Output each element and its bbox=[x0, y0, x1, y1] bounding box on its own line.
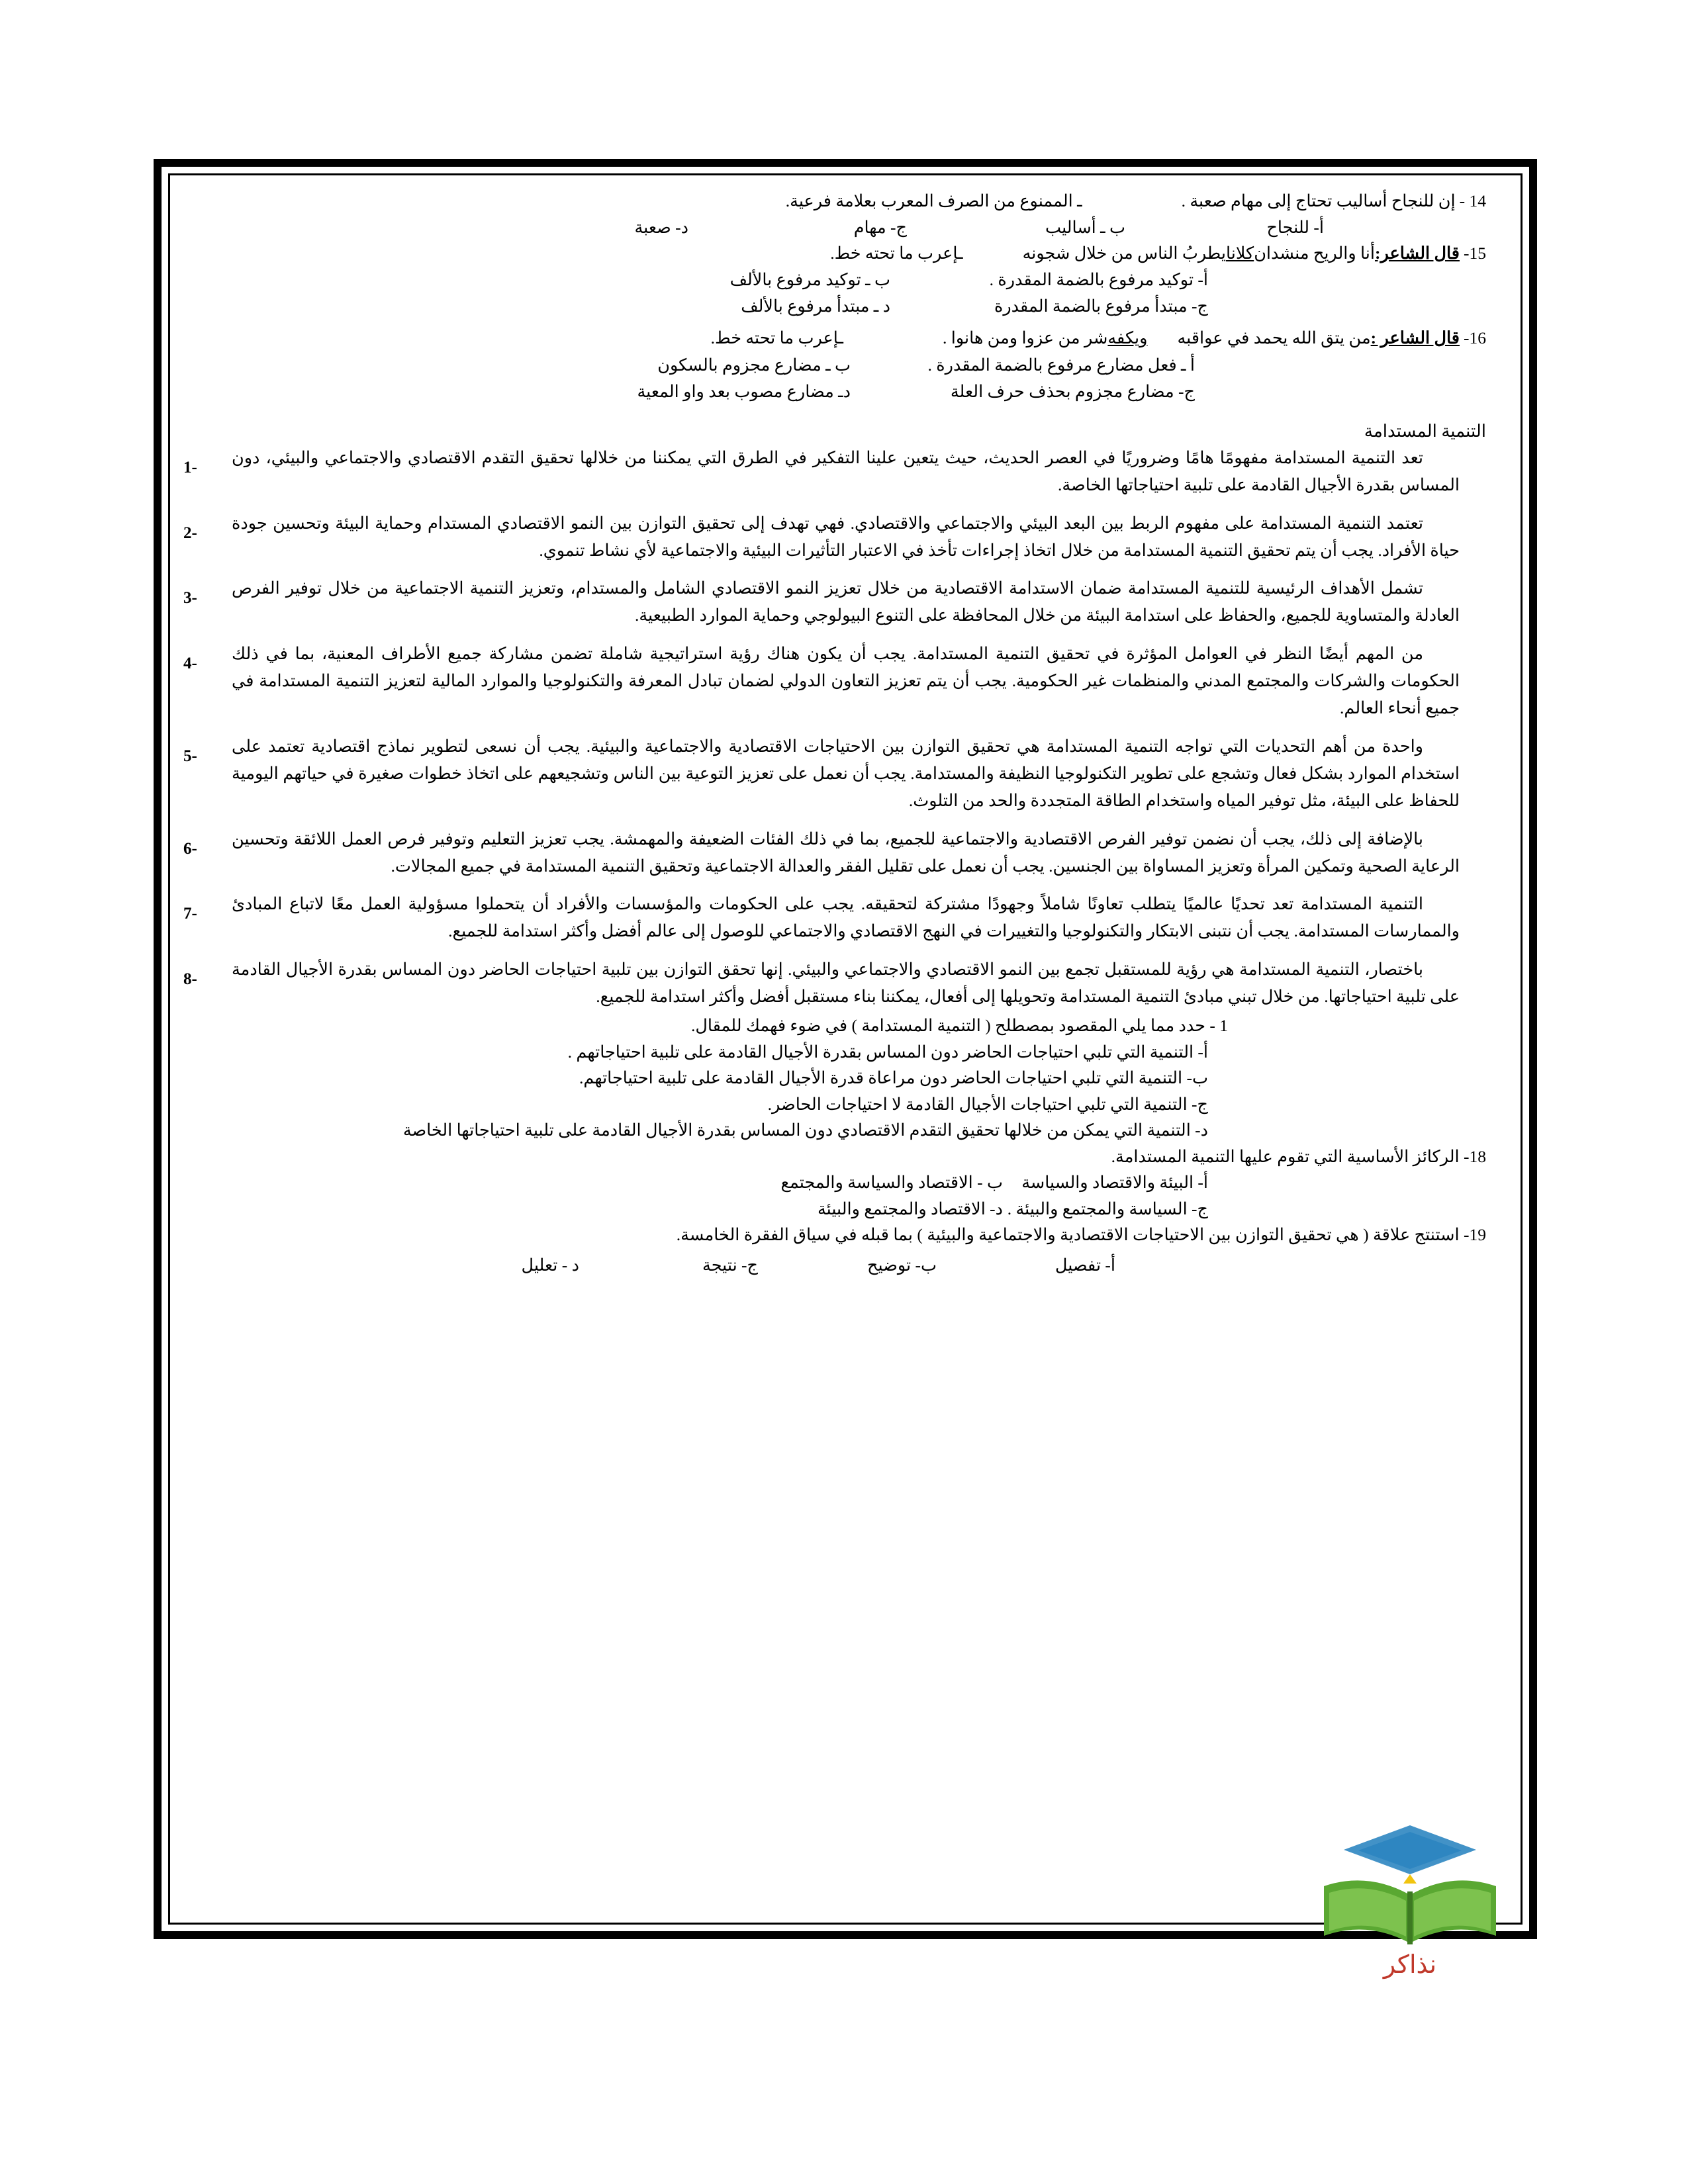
question-18-option-d[interactable]: د- الاقتصاد والمجتمع والبيئة bbox=[817, 1199, 1003, 1218]
question-1-option-d[interactable]: د- التنمية التي يمكن من خلالها تحقيق التقدم الاقتصادي دون المساس بقدرة الأجيال القادمة على تلبية احتياجاتها الخاصة bbox=[402, 1120, 1208, 1140]
question-15-options-row-1 bbox=[202, 267, 1486, 293]
logo-text: نذاكر bbox=[1383, 1951, 1437, 1979]
mcq-block bbox=[202, 189, 1486, 404]
paragraph-marker: 1- bbox=[183, 459, 197, 477]
question-16-stem-part2: شر من عزوا ومن هانوا . bbox=[942, 328, 1108, 348]
question-18-stem: 18- الركائز الأساسية التي تقوم عليها التنمية المستدامة. bbox=[1111, 1146, 1486, 1166]
logo-graphic-icon bbox=[1311, 1820, 1509, 1952]
section-title: التنمية المستدامة bbox=[1364, 422, 1486, 441]
question-16-options-row-1 bbox=[202, 353, 1486, 378]
question-18-option-a[interactable]: أ‌- البيئة والاقتصاد والسياسة bbox=[1021, 1173, 1208, 1193]
paragraph-text: تعتمد التنمية المستدامة على مفهوم الربط بين البعد البيئي والاجتماعي والاقتصادي. فهي تهدف إلى تحقيق التوازن بين النمو الاقتصادي المستدام وحماية البيئة وتحسين جودة حياة الأفراد. يجب أن يتم تحقيق التنمية المستدامة من خلال اتخاذ إجراءات تأخذ في الاعتبار التأثيرات البيئية والاجتماعية لأي نشاط تنموي. bbox=[232, 513, 1460, 560]
paragraph-item bbox=[183, 640, 1486, 722]
question-14-options bbox=[202, 215, 1486, 240]
question-18-options-row-2 bbox=[202, 1196, 1486, 1222]
comprehension-questions bbox=[202, 1013, 1486, 1278]
question-16-stem-part1: من يتق الله يحمد في عواقبه bbox=[1177, 328, 1371, 348]
question-16-number: 16- bbox=[1464, 328, 1486, 348]
question-14-number: 14 - bbox=[1459, 191, 1486, 210]
paragraph-item bbox=[183, 956, 1486, 1011]
question-19-option-b[interactable]: ب- توضيح bbox=[867, 1255, 937, 1275]
option-c[interactable]: ج- مهام bbox=[853, 218, 907, 238]
question-19-option-d[interactable]: د - تعليل bbox=[521, 1255, 579, 1275]
question-1-stem: 1 - حدد مما يلي المقصود بمصطلح ( التنمية المستدامة ) في ضوء فهمك للمقال. bbox=[690, 1016, 1228, 1036]
paragraph-text: واحدة من أهم التحديات التي تواجه التنمية المستدامة هي تحقيق التوازن بين الاحتياجات الاقتصادية والاجتماعية والبيئية. يجب أن نسعى لتطوير نماذج اقتصادية تعتمد على استخدام الموارد بشكل فعال وتشجع على تطوير التكنولوجيا النظيفة والمستدامة. يجب أن نعمل على تعزيز التوعية بين الناس وتشجيعهم على اتخاذ خطوات صغيرة في حياتهم اليومية للحفاظ على البيئة، مثل توفير المياه واستخدام الطاقة المتجددة والحد من التلوث. bbox=[232, 736, 1460, 811]
paragraph-marker: 8- bbox=[183, 970, 197, 988]
paragraph-item bbox=[183, 510, 1486, 565]
question-15-number: 15- bbox=[1464, 243, 1486, 263]
nezakr-logo bbox=[1311, 1820, 1509, 1979]
question-16-stem-line bbox=[202, 326, 1486, 351]
option-b[interactable]: ب ـ مضارع مجزوم بالسكون bbox=[657, 355, 851, 375]
question-19-stem: 19- استنتج علاقة ( هي تحقيق التوازن بين الاحتياجات الاقتصادية والاجتماعية والبيئية ) بما قبله في سياق الفقرة الخامسة. bbox=[676, 1225, 1486, 1245]
paragraph-item bbox=[183, 825, 1486, 880]
question-19-options bbox=[202, 1252, 1486, 1279]
question-15-options-row-2 bbox=[202, 294, 1486, 319]
question-18-option-b[interactable]: ب - الاقتصاد والسياسة والمجتمع bbox=[780, 1173, 1003, 1193]
option-d[interactable]: د- صعبة bbox=[634, 218, 688, 238]
paragraph-text: التنمية المستدامة تعد تحديًا عالميًا يتطلب تعاونًا شاملاً وجهودًا مشتركة لتحقيقه. يجب على الحكومات والمؤسسات والأفراد أن يتحملوا مسؤولية العمل معًا لاتباع المبادئ والممارسات المستدامة. يجب أن نتبنى الابتكار والتكنولوجيا والتغييرات في النهج الاقتصادي والاجتماعي للوصول إلى عالم أفضل وأكثر استدامة للجميع. bbox=[232, 894, 1460, 941]
question-18-option-c[interactable]: ج- السياسة والمجتمع والبيئة . bbox=[1007, 1199, 1208, 1218]
option-c[interactable]: ج- مضارع مجزوم بحذف حرف العلة bbox=[950, 381, 1195, 401]
paragraph-text: تعد التنمية المستدامة مفهومًا هامًا وضروريًا في العصر الحديث، حيث يتعين علينا التفكير في الطرق التي يمكننا من خلالها تحقيق التقدم الاقتصادي والاجتماعي والبيئي، دون المساس بقدرة الأجيال القادمة على تلبية احتياجاتها الخاصة. bbox=[232, 448, 1460, 495]
question-1-option-b[interactable]: ب- التنمية التي تلبي احتياجات الحاضر دون مراعاة قدرة الأجيال القادمة على تلبية احتياجاتهم. bbox=[579, 1068, 1208, 1088]
question-15-instruction: ـإعرب ما تحته خط. bbox=[830, 243, 963, 263]
question-14-hint: ـ الممنوع من الصرف المعرب بعلامة فرعية. bbox=[785, 191, 1082, 210]
paragraph-list bbox=[183, 444, 1486, 1010]
question-16-options-row-2 bbox=[202, 379, 1486, 404]
document-content bbox=[182, 182, 1506, 1916]
paragraph-marker: 2- bbox=[183, 523, 197, 542]
option-b[interactable]: ب ـ توكيد مرفوع بالألف bbox=[729, 269, 890, 289]
question-14-stem-line bbox=[202, 189, 1486, 214]
paragraph-item bbox=[183, 890, 1486, 945]
paragraph-text: تشمل الأهداف الرئيسية للتنمية المستدامة ضمان الاستدامة الاقتصادية من خلال تعزيز النمو الاقتصادي الشامل والمستدام، وتعزيز التنمية الاجتماعية من خلال توفير الفرص العادلة والمتساوية للجميع، والحفاظ على استدامة البيئة من خلال المحافظة على التنوع البيولوجي وحماية الموارد الطبيعية. bbox=[232, 578, 1460, 625]
option-d[interactable]: د ـ مبتدأ مرفوع بالألف bbox=[741, 296, 890, 316]
option-b[interactable]: ب ـ أساليب bbox=[1045, 218, 1125, 238]
paragraph-marker: 6- bbox=[183, 839, 197, 858]
question-16-label: قال الشاعر : bbox=[1370, 328, 1460, 348]
question-15-underlined-word: كلانا bbox=[1225, 243, 1254, 263]
question-16-instruction: ـإعرب ما تحته خط. bbox=[710, 328, 843, 348]
question-14 bbox=[202, 189, 1486, 241]
question-14-stem: إن للنجاح أساليب تحتاج إلى مهام صعبة . bbox=[1181, 191, 1456, 210]
question-15-stem-part1: أنا والريح منشدان bbox=[1254, 243, 1375, 263]
paragraph-item bbox=[183, 733, 1486, 815]
paragraph-marker: 7- bbox=[183, 905, 197, 923]
question-1-option-a[interactable]: أ‌- التنمية التي تلبي احتياجات الحاضر دون المساس بقدرة الأجيال القادمة على تلبية احتياجاتهم . bbox=[567, 1042, 1208, 1062]
paragraph-marker: 4- bbox=[183, 654, 197, 672]
paragraph-text: بالإضافة إلى ذلك، يجب أن نضمن توفير الفرص الاقتصادية والاجتماعية للجميع، بما في ذلك الفئات الضعيفة والمهمشة. يجب تعزيز التعليم وتوفير فرص العمل اللائقة وتحسين الرعاية الصحية وتمكين المرأة وتعزيز المساواة بين الجنسين. يجب أن نعمل على تقليل الفقر والعدالة الاجتماعية وتحقيق التنمية المستدامة في جميع المجالات. bbox=[232, 829, 1460, 876]
option-c[interactable]: ج- مبتدأ مرفوع بالضمة المقدرة bbox=[994, 296, 1208, 316]
paragraph-marker: 5- bbox=[183, 747, 197, 765]
option-a[interactable]: أ‌- توكيد مرفوع بالضمة المقدرة . bbox=[989, 269, 1208, 289]
question-19-option-c[interactable]: ج- نتيجة bbox=[702, 1255, 758, 1275]
paragraph-item bbox=[183, 574, 1486, 629]
paragraph-item bbox=[183, 444, 1486, 499]
question-18-options-row-1 bbox=[202, 1169, 1486, 1196]
paragraph-text: من المهم أيضًا النظر في العوامل المؤثرة في تحقيق التنمية المستدامة. يجب أن يكون هناك رؤية استراتيجية شاملة تضمن مشاركة جميع الأطراف المعنية، بما في ذلك الحكومات والشركات والمجتمع المدني والمنظمات غير الحكومية. يجب أن يتم تعزيز التعاون الدولي لضمان تبادل المعرفة والتكنولوجيا والموارد المالية لتعزيز التنمية المستدامة في جميع أنحاء العالم. bbox=[232, 643, 1460, 718]
question-15-stem-line bbox=[202, 241, 1486, 266]
option-a[interactable]: أ ـ فعل مضارع مرفوع بالضمة المقدرة . bbox=[927, 355, 1195, 375]
paragraph-text: باختصار، التنمية المستدامة هي رؤية للمستقبل تجمع بين النمو الاقتصادي والاجتماعي والبيئي. إنها تحقق التوازن بين تلبية احتياجات الحاضر دون المساس بقدرة الأجيال القادمة على تلبية احتياجاتها. من خلال تبني مبادئ التنمية المستدامة وتحويلها إلى أفعال، يمكننا بناء مستقبل أفضل وأكثر استدامة للجميع. bbox=[232, 959, 1460, 1007]
question-16 bbox=[202, 326, 1486, 404]
question-15 bbox=[202, 241, 1486, 320]
question-16-underlined-word: ويكفه bbox=[1107, 328, 1148, 348]
question-15-label: قال الشاعر: bbox=[1374, 243, 1460, 263]
question-1-option-c[interactable]: ج- التنمية التي تلبي احتياجات الأجيال القادمة لا احتياجات الحاضر. bbox=[767, 1094, 1208, 1114]
option-d[interactable]: دـ مضارع مصوب بعد واو المعية bbox=[637, 381, 851, 401]
option-a[interactable]: أ‌- للنجاح bbox=[1266, 218, 1324, 238]
question-15-stem-part2: يطربُ الناس من خلال شجونه bbox=[1022, 243, 1226, 263]
paragraph-marker: 3- bbox=[183, 589, 197, 608]
question-19-option-a[interactable]: أ‌- تفصيل bbox=[1055, 1255, 1115, 1275]
